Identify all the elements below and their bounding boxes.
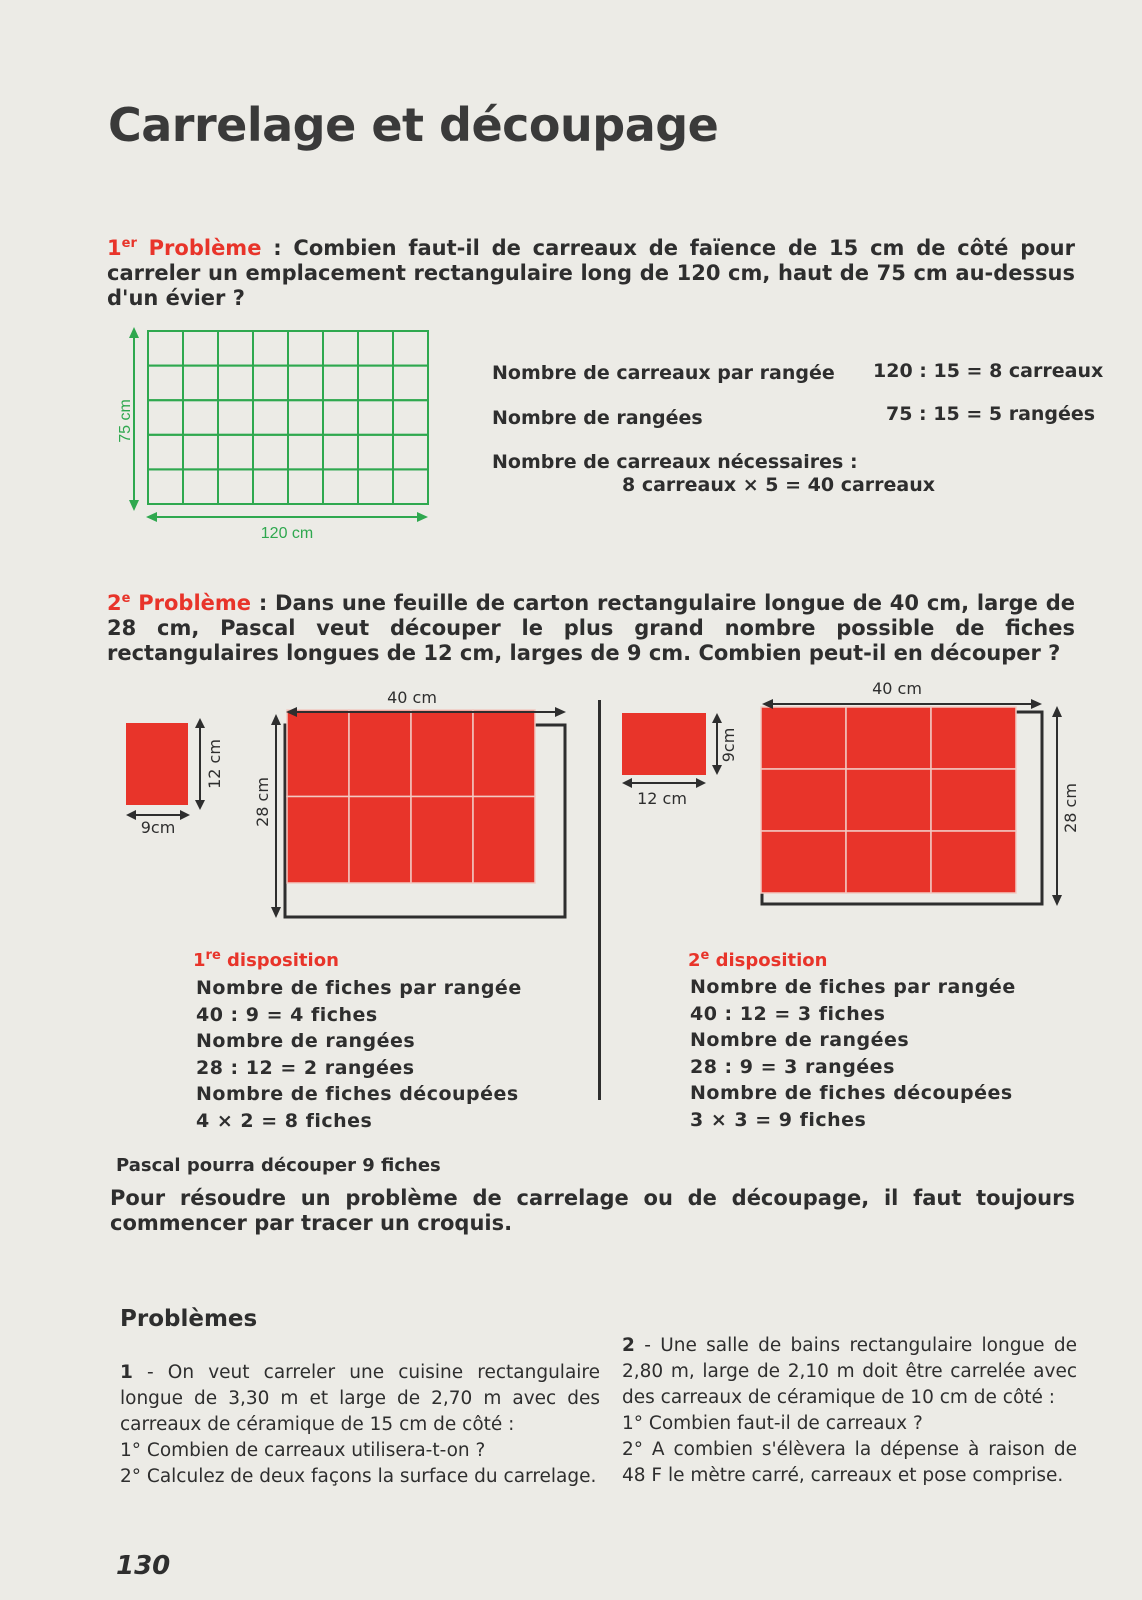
tile-grid <box>148 331 428 504</box>
card2-height-label: 9cm <box>719 727 738 763</box>
disp2-line: 40 : 12 = 3 fiches <box>690 1002 886 1025</box>
width-label-120cm: 120 cm <box>260 525 314 542</box>
cut-card <box>287 797 349 884</box>
calc1-label: Nombre de carreaux par rangée <box>492 362 835 384</box>
disp2-line: Nombre de fiches par rangée <box>690 976 1016 998</box>
tile <box>393 400 428 435</box>
tile <box>288 400 323 435</box>
card1-height-label: 12 cm <box>205 739 224 789</box>
sheet-arrangement-1 <box>250 690 580 930</box>
disp2-line: 28 : 9 = 3 rangées <box>690 1055 895 1078</box>
cut-card <box>287 710 349 797</box>
exercise1-question2: 2° Calculez de deux façons la surface du carrelage. <box>120 1466 597 1487</box>
cut-card <box>411 710 473 797</box>
tile <box>183 435 218 470</box>
sheet-arrangement-2 <box>760 679 1090 930</box>
disp1-line: Nombre de rangées <box>196 1030 416 1052</box>
sheet1-width-label: 40 cm <box>387 688 437 707</box>
problem1-heading: 1er Problème <box>107 236 262 260</box>
cut-card <box>349 710 411 797</box>
tile <box>393 366 428 401</box>
tile <box>148 469 183 504</box>
exercises-heading: Problèmes <box>120 1306 258 1332</box>
tile <box>253 366 288 401</box>
problem2-result: Pascal pourra découper 9 fiches <box>116 1155 441 1176</box>
sheet2-cards <box>761 707 1016 893</box>
tile <box>323 400 358 435</box>
tile <box>183 331 218 366</box>
divider <box>598 700 601 1100</box>
tile <box>148 435 183 470</box>
sheet1-cards <box>287 710 535 883</box>
tile <box>323 331 358 366</box>
card-landscape <box>622 713 706 775</box>
tile <box>183 469 218 504</box>
cut-card <box>761 707 846 769</box>
tile <box>393 331 428 366</box>
tile <box>288 469 323 504</box>
tile <box>218 366 253 401</box>
tile <box>358 435 393 470</box>
tile <box>218 435 253 470</box>
card1-width-label: 9cm <box>140 818 176 837</box>
tile <box>148 331 183 366</box>
exercise-2: 2 - Une salle de bains rectangulaire longue de 2,80 m, large de 2,10 m doit être carrelée avec des carreaux de céramique de 10 cm de côté : 1° Combien faut-il de carreaux ? 2° A combien s'élèvera la dépense à raison de 48 F le mètre carré, carreaux et pose comprise. <box>622 1333 1077 1489</box>
tile <box>218 331 253 366</box>
tile <box>253 400 288 435</box>
tile <box>288 331 323 366</box>
calc2-label: Nombre de rangées <box>492 407 703 429</box>
sheet2-width-label: 40 cm <box>872 679 922 698</box>
disp1-line: Nombre de fiches par rangée <box>196 977 522 999</box>
card2-width-label: 12 cm <box>637 789 687 808</box>
disp2-line: Nombre de fiches découpées <box>690 1082 1013 1104</box>
cut-card <box>931 707 1016 769</box>
tile <box>358 469 393 504</box>
tile <box>323 435 358 470</box>
calc2-value: 75 : 15 = 5 rangées <box>886 403 1096 425</box>
problem2-heading: 2e Problème <box>107 591 252 615</box>
tile <box>358 366 393 401</box>
tile <box>323 469 358 504</box>
tile <box>323 366 358 401</box>
cut-card <box>931 769 1016 831</box>
sheet1-height-label: 28 cm <box>253 777 272 827</box>
disposition1-title: 1re disposition <box>193 948 339 971</box>
tile <box>148 366 183 401</box>
disposition1-lines <box>196 975 522 1134</box>
disp2-line: Nombre de rangées <box>690 1029 910 1051</box>
exercise1-text: - On veut carreler une cuisine rectangulaire longue de 3,30 m et large de 2,70 m avec des carreaux de céramique de 15 cm de côté : <box>120 1362 600 1435</box>
tile <box>253 435 288 470</box>
disposition2-lines <box>690 974 1016 1133</box>
card-portrait-diagram <box>120 708 240 848</box>
problem2-text: : Dans une feuille de carton rectangulaire longue de 40 cm, large de 28 cm, Pascal veut découper le plus grand nombre possible de fiches rectangulaires longues de 12 cm, larges de 9 cm. Combien peut-il en découper ? <box>107 591 1075 665</box>
cut-card <box>411 797 473 884</box>
exercise2-question2: 2° A combien s'élèvera la dépense à raison de 48 F le mètre carré, carreaux et pose comprise. <box>622 1439 1077 1486</box>
page-title: Carrelage et découpage <box>108 98 719 152</box>
tile-grid-diagram <box>110 325 440 550</box>
disp2-line: 3 × 3 = 9 fiches <box>690 1108 867 1131</box>
page-number: 130 <box>116 1551 171 1581</box>
card-portrait <box>126 723 188 805</box>
height-label-75cm: 75 cm <box>117 399 134 443</box>
problem1-text: : Combien faut-il de carreaux de faïence de 15 cm de côté pour carreler un emplacement rectangulaire long de 120 cm, haut de 75 cm au-dessus d'un évier ? <box>107 236 1075 310</box>
cut-card <box>473 710 535 797</box>
exercise-1: 1 - On veut carreler une cuisine rectangulaire longue de 3,30 m et large de 2,70 m avec des carreaux de céramique de 15 cm de côté : 1° Combien de carreaux utilisera-t-on ? 2° Calculez de deux façons la surface du carrelage. <box>120 1360 600 1490</box>
disp1-line: 40 : 9 = 4 fiches <box>196 1003 378 1026</box>
cut-card <box>761 831 846 893</box>
cut-card <box>846 707 931 769</box>
cut-card <box>349 797 411 884</box>
calc3-value: 8 carreaux × 5 = 40 carreaux <box>622 474 936 496</box>
disp1-line: Nombre de fiches découpées <box>196 1083 519 1105</box>
tile <box>253 469 288 504</box>
calc1-value: 120 : 15 = 8 carreaux <box>873 360 1104 382</box>
disposition2-title: 2e disposition <box>688 948 828 971</box>
tile <box>218 469 253 504</box>
problem2-statement <box>107 591 1075 666</box>
tile <box>358 400 393 435</box>
tile <box>183 366 218 401</box>
tile <box>358 331 393 366</box>
problem1-statement <box>107 236 1075 311</box>
tile <box>183 400 218 435</box>
disp1-line: 28 : 12 = 2 rangées <box>196 1056 415 1079</box>
tile <box>253 331 288 366</box>
exercise2-text: - Une salle de bains rectangulaire longue de 2,80 m, large de 2,10 m doit être carrelée avec des carreaux de céramique de 10 cm de côté : <box>622 1335 1077 1408</box>
tile <box>148 400 183 435</box>
tile <box>218 400 253 435</box>
tile <box>393 469 428 504</box>
disp1-line: 4 × 2 = 8 fiches <box>196 1109 373 1132</box>
calc3-label: Nombre de carreaux nécessaires : <box>492 451 858 473</box>
conclusion-rule: Pour résoudre un problème de carrelage ou de découpage, il faut toujours commencer par tracer un croquis. <box>110 1186 1075 1235</box>
tile <box>288 435 323 470</box>
cut-card <box>931 831 1016 893</box>
exercise1-question1: 1° Combien de carreaux utilisera-t-on ? <box>120 1440 486 1461</box>
sheet2-height-label: 28 cm <box>1061 783 1080 833</box>
cut-card <box>473 797 535 884</box>
tile <box>288 366 323 401</box>
exercise2-question1: 1° Combien faut-il de carreaux ? <box>622 1413 923 1434</box>
cut-card <box>761 769 846 831</box>
tile <box>393 435 428 470</box>
cut-card <box>846 769 931 831</box>
cut-card <box>846 831 931 893</box>
card-landscape-diagram <box>610 705 750 825</box>
